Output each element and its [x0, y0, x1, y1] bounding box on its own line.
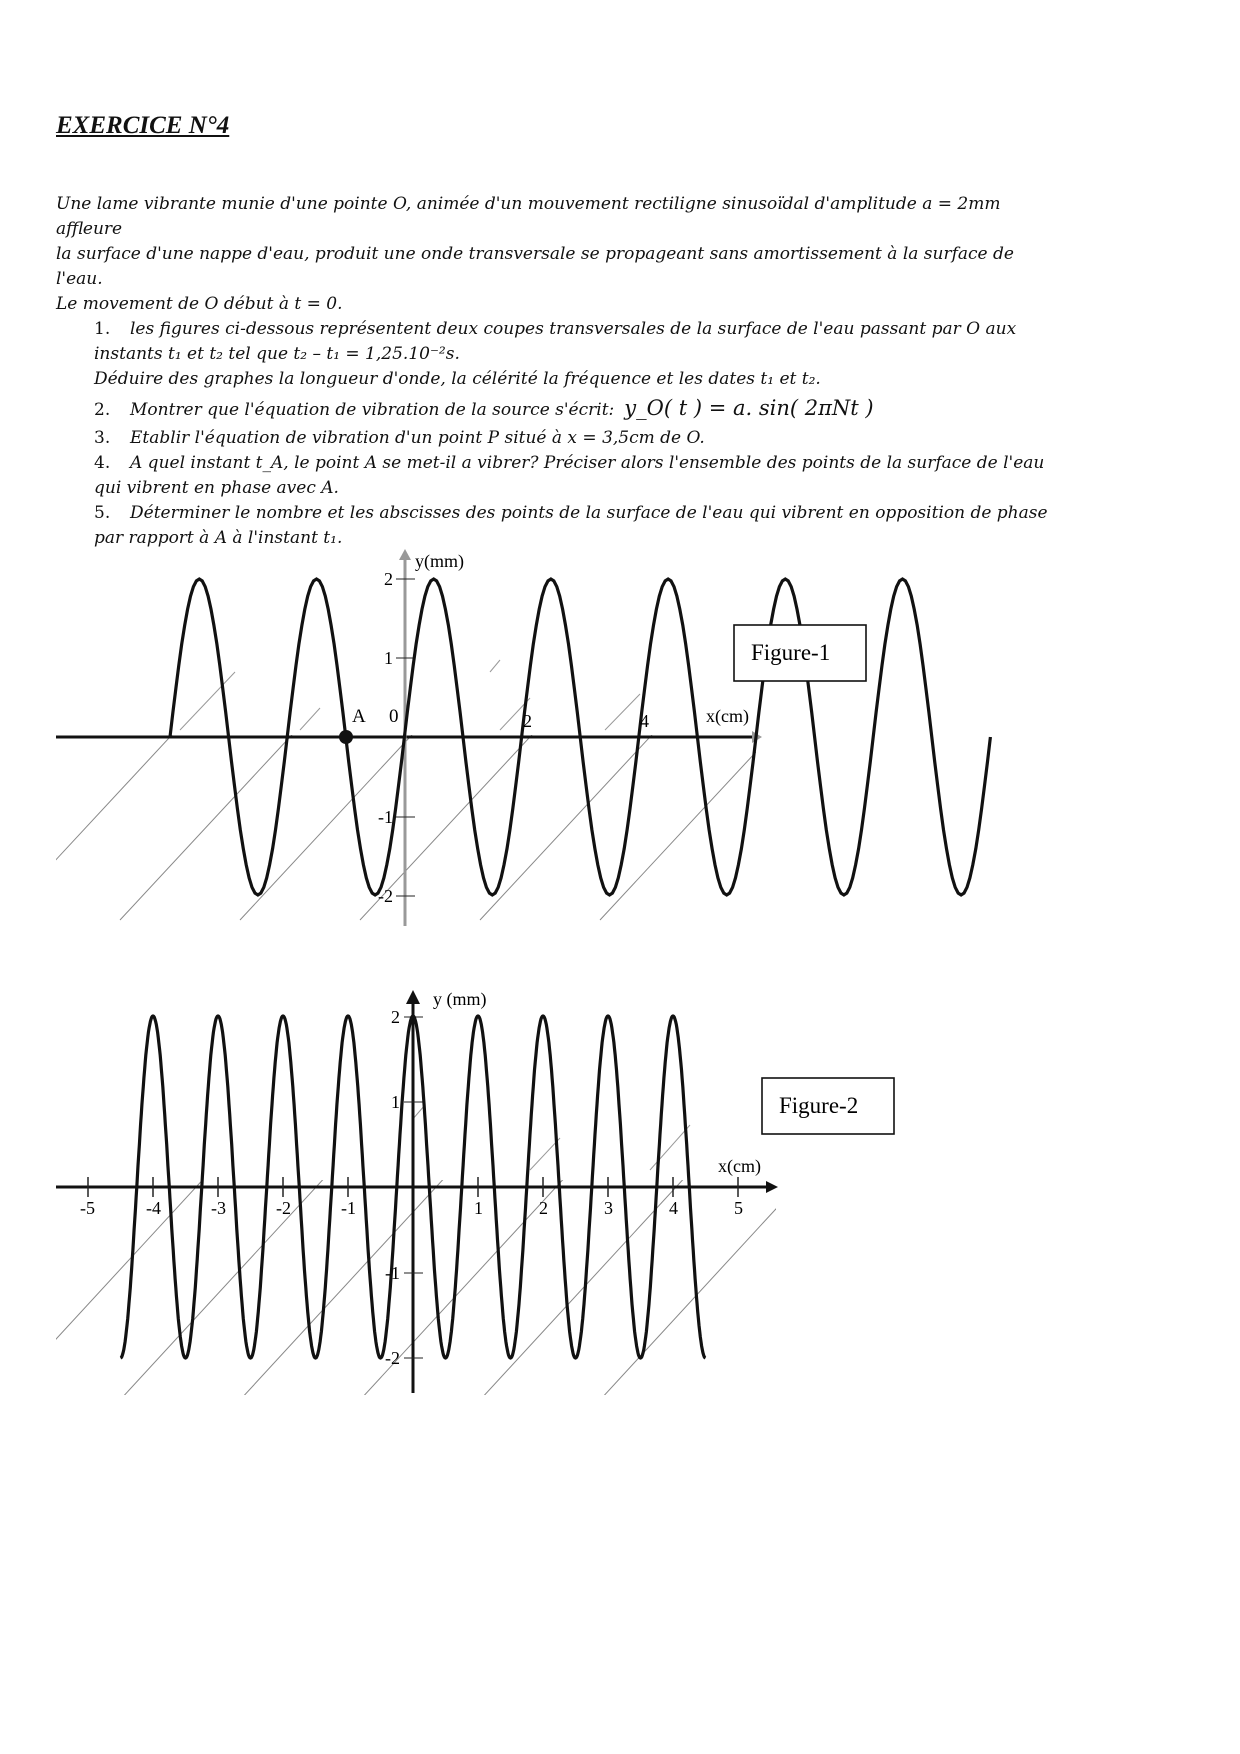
- figure-2-xtick-label: 1: [474, 1198, 483, 1218]
- figure-1-origin-label: 0: [389, 706, 399, 727]
- figure-2-x-arrow: [766, 1181, 778, 1193]
- question-3: 3. Etablir l'équation de vibration d'un point P situé à x = 3,5cm de O.: [94, 428, 705, 448]
- figure-2-ytick-label-m1: -1: [385, 1263, 400, 1283]
- intro-line: Une lame vibrante munie d'une pointe O, animée d'un mouvement rectiligne sinusoïdal d'amplitude a = 2mm affleure: [56, 194, 1001, 239]
- figure-2-label: Figure-2: [779, 1093, 859, 1118]
- figure-2-y-label: y (mm): [433, 989, 487, 1009]
- figure-2-xtick-label: -4: [146, 1198, 161, 1218]
- figure-1-y-label: y(mm): [415, 551, 464, 571]
- figure-2-chart: [0, 975, 1240, 1400]
- figure-1-point-a: [339, 730, 353, 744]
- figure-2-xtick-label: 2: [539, 1198, 548, 1218]
- figure-2-xtick-label: -2: [276, 1198, 291, 1218]
- figure-1-label: Figure-1: [751, 640, 831, 665]
- figure-1-y-arrow: [399, 549, 411, 560]
- figure-1-xtick-label-4: 4: [640, 711, 649, 731]
- figure-1-ytick-label-m2: -2: [378, 886, 393, 906]
- question-1-line-2: instants t₁ et t₂ tel que t₂ – t₁ = 1,25.10⁻²s.: [94, 344, 460, 364]
- figure-2-hatch-above: [412, 1105, 690, 1170]
- figure-2-ytick-label-m2: -2: [385, 1348, 400, 1368]
- figure-2-xtick-label: 3: [604, 1198, 613, 1218]
- figure-1-chart: [0, 530, 1240, 940]
- figure-2-x-label: x(cm): [718, 1156, 761, 1176]
- question-5-line-2: par rapport à A à l'instant t₁.: [94, 528, 343, 548]
- figure-1-xtick-label-2: 2: [523, 711, 532, 731]
- figure-2-xtick-label: 4: [669, 1198, 678, 1218]
- figure-2-xtick-label: -3: [211, 1198, 226, 1218]
- figure-1-ytick-label-2: 2: [384, 569, 393, 589]
- figure-2-ytick-label-2: 2: [391, 1007, 400, 1027]
- figure-2-xtick-label: -1: [341, 1198, 356, 1218]
- figure-2-y-arrow: [406, 990, 420, 1004]
- question-1: 1. les figures ci-dessous représentent deux coupes transversales de la surface de l'eau passant par O aux: [94, 319, 1017, 339]
- figure-1-hatching: [0, 640, 860, 920]
- figure-1-x-label: x(cm): [706, 706, 749, 726]
- exercise-text: [56, 192, 1056, 551]
- question-4-line-2: qui vibrent en phase avec A.: [94, 478, 339, 498]
- exercise-title: EXERCICE N°4: [56, 112, 230, 139]
- source-equation: y_O( t ) = a. sin( 2πNt ): [624, 396, 874, 420]
- intro-line: Le movement de O début à t = 0.: [56, 294, 343, 314]
- question-2: 2. Montrer que l'équation de vibration de la source s'écrit: y_O( t ) = a. sin( 2πNt ): [94, 396, 874, 420]
- question-4: 4. A quel instant t_A, le point A se met-il a vibrer? Préciser alors l'ensemble des points de la surface de l'eau: [94, 453, 1045, 473]
- figure-1-point-a-label: A: [352, 706, 366, 727]
- figure-2-xtick-label: -5: [80, 1198, 95, 1218]
- question-1-line-3: Déduire des graphes la longueur d'onde, la célérité la fréquence et les dates t₁ et t₂.: [94, 369, 821, 389]
- figure-1-ytick-label-1: 1: [384, 648, 393, 668]
- figure-2-xtick-label: 5: [734, 1198, 743, 1218]
- intro-line: la surface d'une nappe d'eau, produit une onde transversale se propageant sans amortissement à la surface de l'eau.: [56, 244, 1014, 289]
- figure-1-ytick-label-m1: -1: [378, 807, 393, 827]
- figure-2-ytick-label-1: 1: [391, 1092, 400, 1112]
- question-5: 5. Déterminer le nombre et les abscisses des points de la surface de l'eau qui vibrent en opposition de phase: [94, 503, 1048, 523]
